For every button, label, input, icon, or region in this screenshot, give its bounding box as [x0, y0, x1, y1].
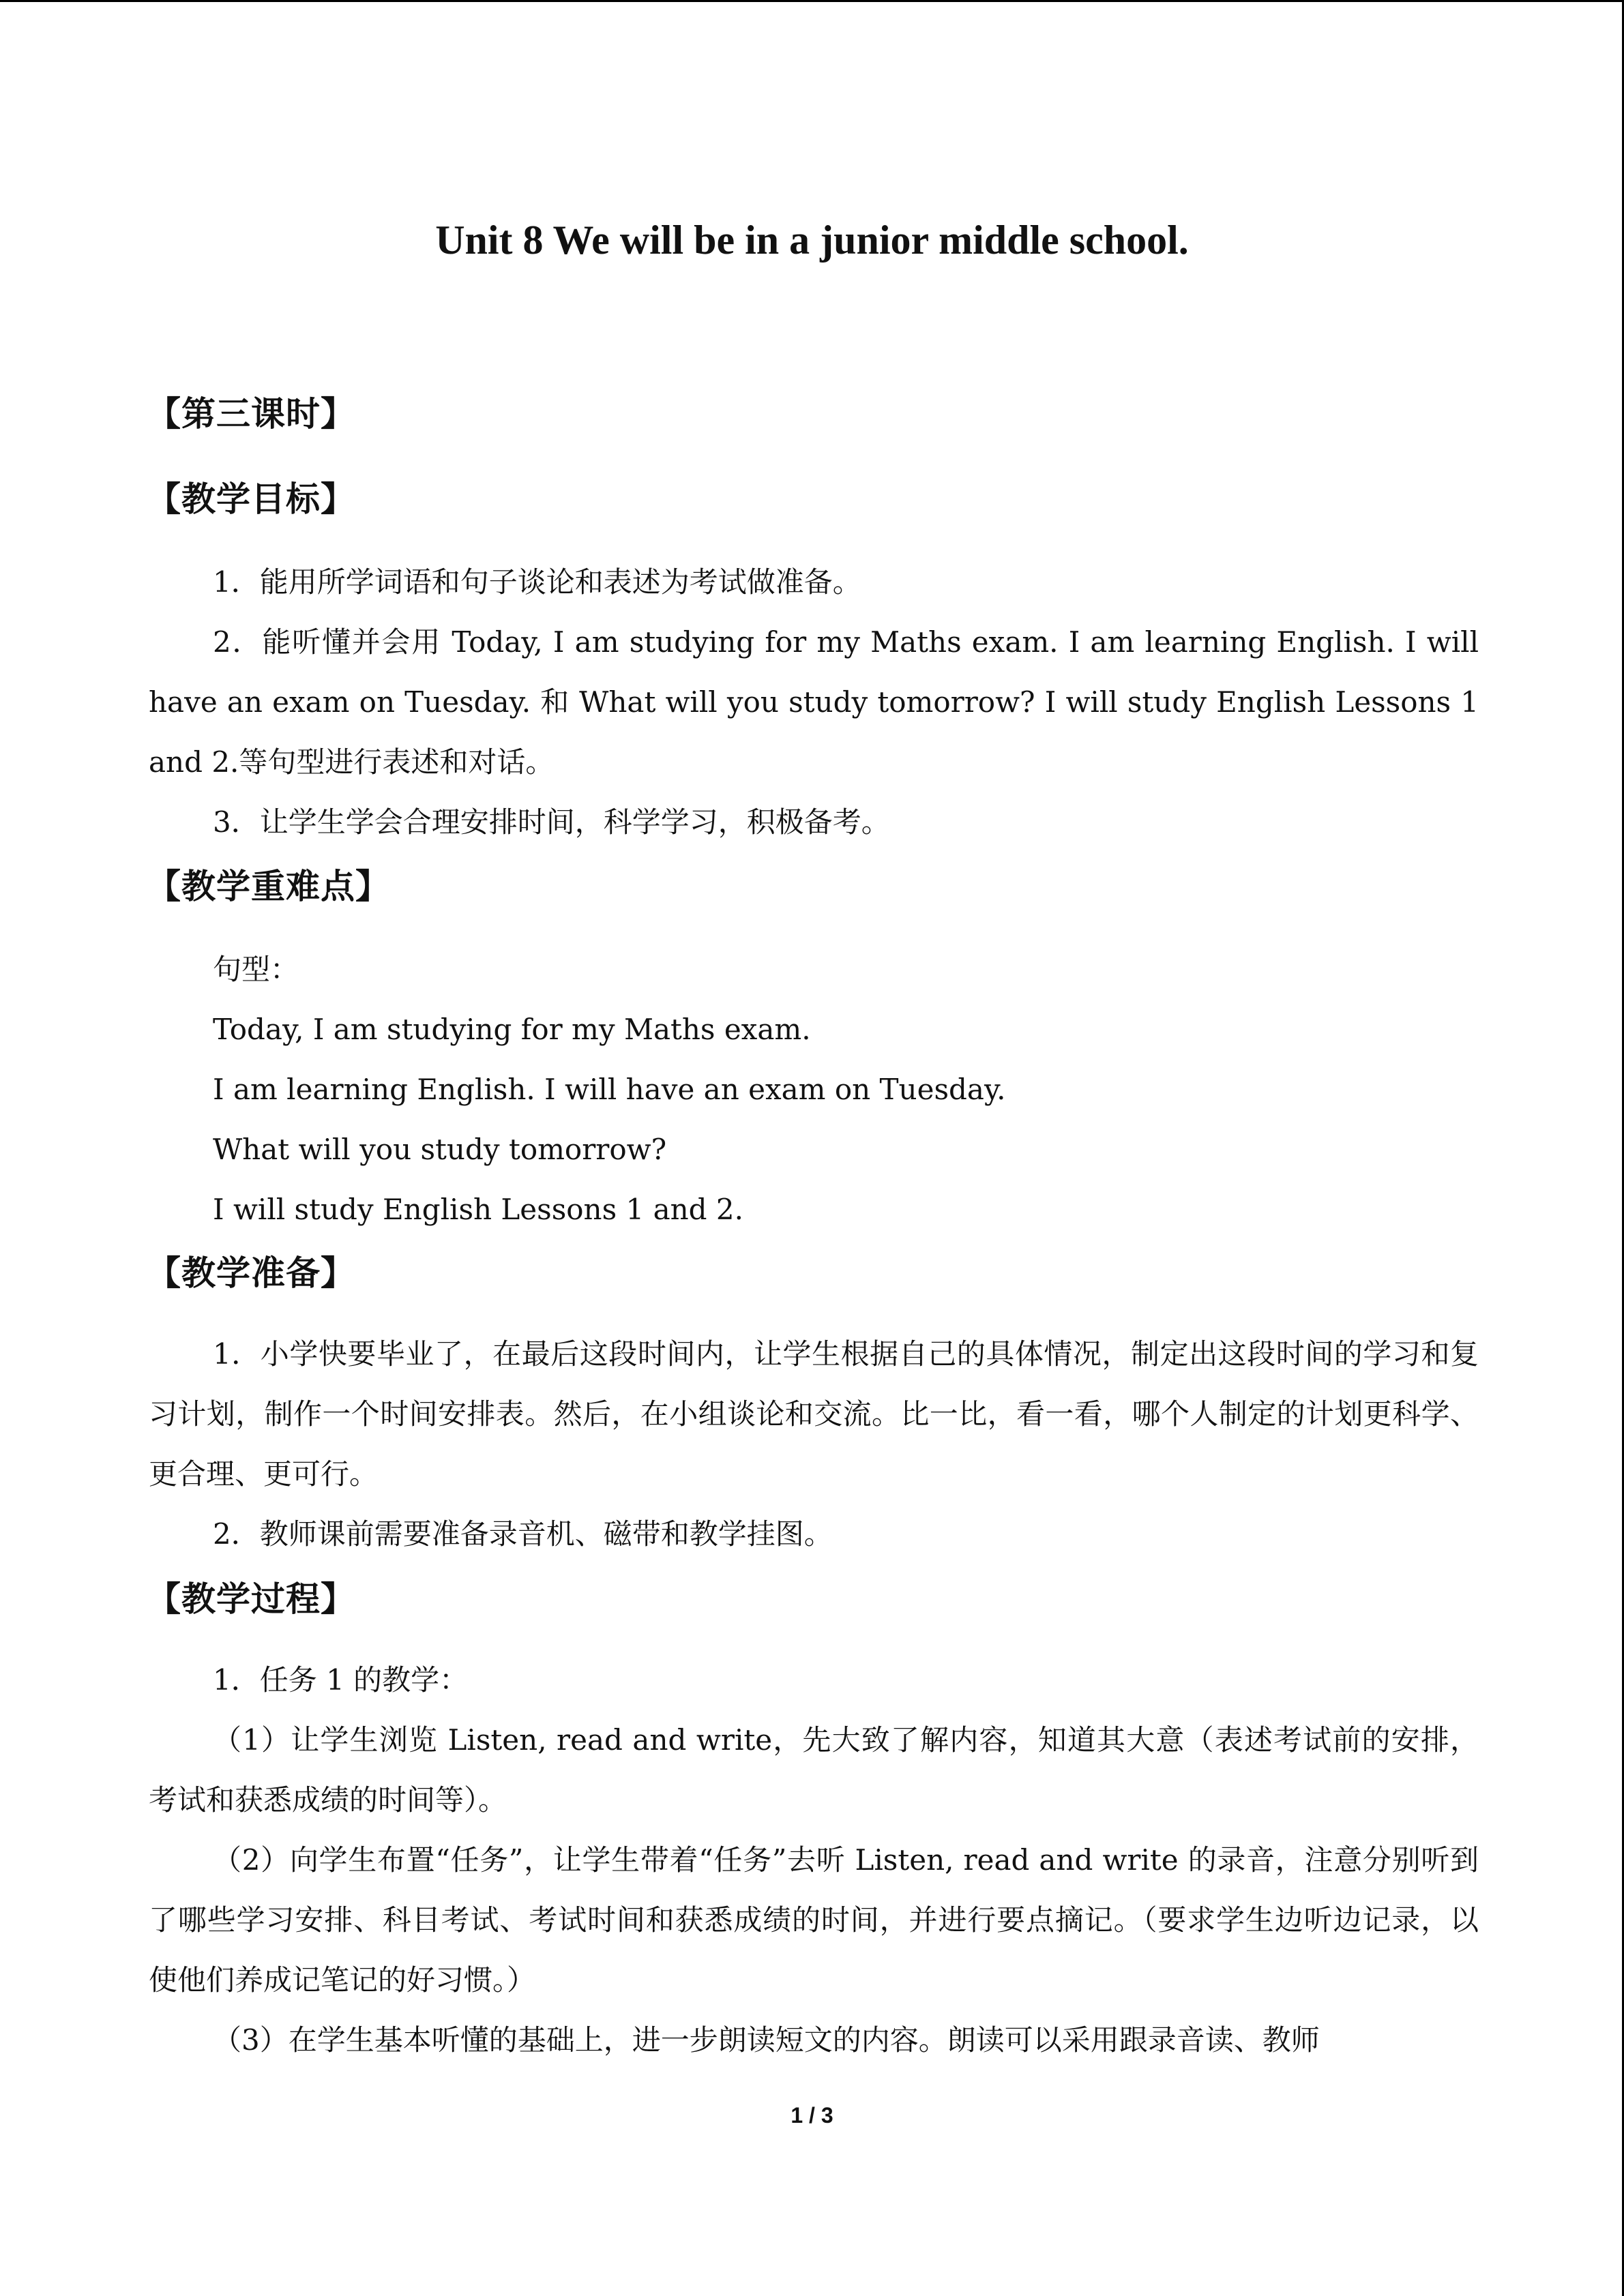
objective-item-3: 3．让学生学会合理安排时间，科学学习，积极备考。: [213, 805, 890, 839]
process-item-3: （2）向学生布置“任务”，让学生带着“任务”去听 Listen, read and write 的录音，注意分别听到了哪些学习安排、科目考试、考试时间和获悉成绩的时间，并进行要点摘记。（要求学生边听边记录，以使他们养成记笔记的好习惯。）: [149, 1843, 1479, 1997]
preparation-item-1: 1．小学快要毕业了，在最后这段时间内，让学生根据自己的具体情况，制定出这段时间的学习和复习计划，制作一个时间安排表。然后，在小组谈论和交流。比一比，看一看，哪个人制定的计划更科学、更合理、更可行。: [149, 1337, 1479, 1491]
heading-process: 【教学过程】: [147, 1579, 355, 1619]
heading-objectives: 【教学目标】: [147, 479, 355, 519]
page-number: 1 / 3: [791, 2103, 833, 2128]
key-sentence-4: I will study English Lessons 1 and 2.: [213, 1193, 743, 1226]
page-border-top: [0, 0, 1624, 2]
objective-item-1: 1．能用所学词语和句子谈论和表述为考试做准备。: [213, 565, 861, 599]
key-sentence-1: Today, I am studying for my Maths exam.: [213, 1013, 811, 1046]
key-sentence-3: What will you study tomorrow?: [213, 1133, 667, 1166]
heading-key-points: 【教学重难点】: [147, 867, 390, 906]
key-sentence-2: I am learning English. I will have an exam on Tuesday.: [213, 1073, 1006, 1106]
key-points-label: 句型：: [213, 953, 299, 986]
objective-item-2: 2．能听懂并会用 Today, I am studying for my Maths exam. I am learning English. I will have an exam on Tuesday. 和 What will you study tomorrow? I will study English Lessons 1 and 2.等句型进行表述和对话。: [149, 625, 1479, 779]
process-item-4: （3）在学生基本听懂的基础上，进一步朗读短文的内容。朗读可以采用跟录音读、教师: [213, 2023, 1320, 2057]
document-title: Unit 8 We will be in a junior middle school.: [435, 218, 1189, 263]
process-item-1: 1．任务 1 的教学：: [213, 1663, 469, 1697]
heading-preparation: 【教学准备】: [147, 1253, 355, 1293]
preparation-item-2: 2．教师课前需要准备录音机、磁带和教学挂图。: [213, 1517, 833, 1551]
heading-lesson: 【第三课时】: [147, 394, 355, 434]
process-item-2: （1）让学生浏览 Listen, read and write，先大致了解内容，知道其大意（表述考试前的安排，考试和获悉成绩的时间等）。: [149, 1723, 1479, 1817]
